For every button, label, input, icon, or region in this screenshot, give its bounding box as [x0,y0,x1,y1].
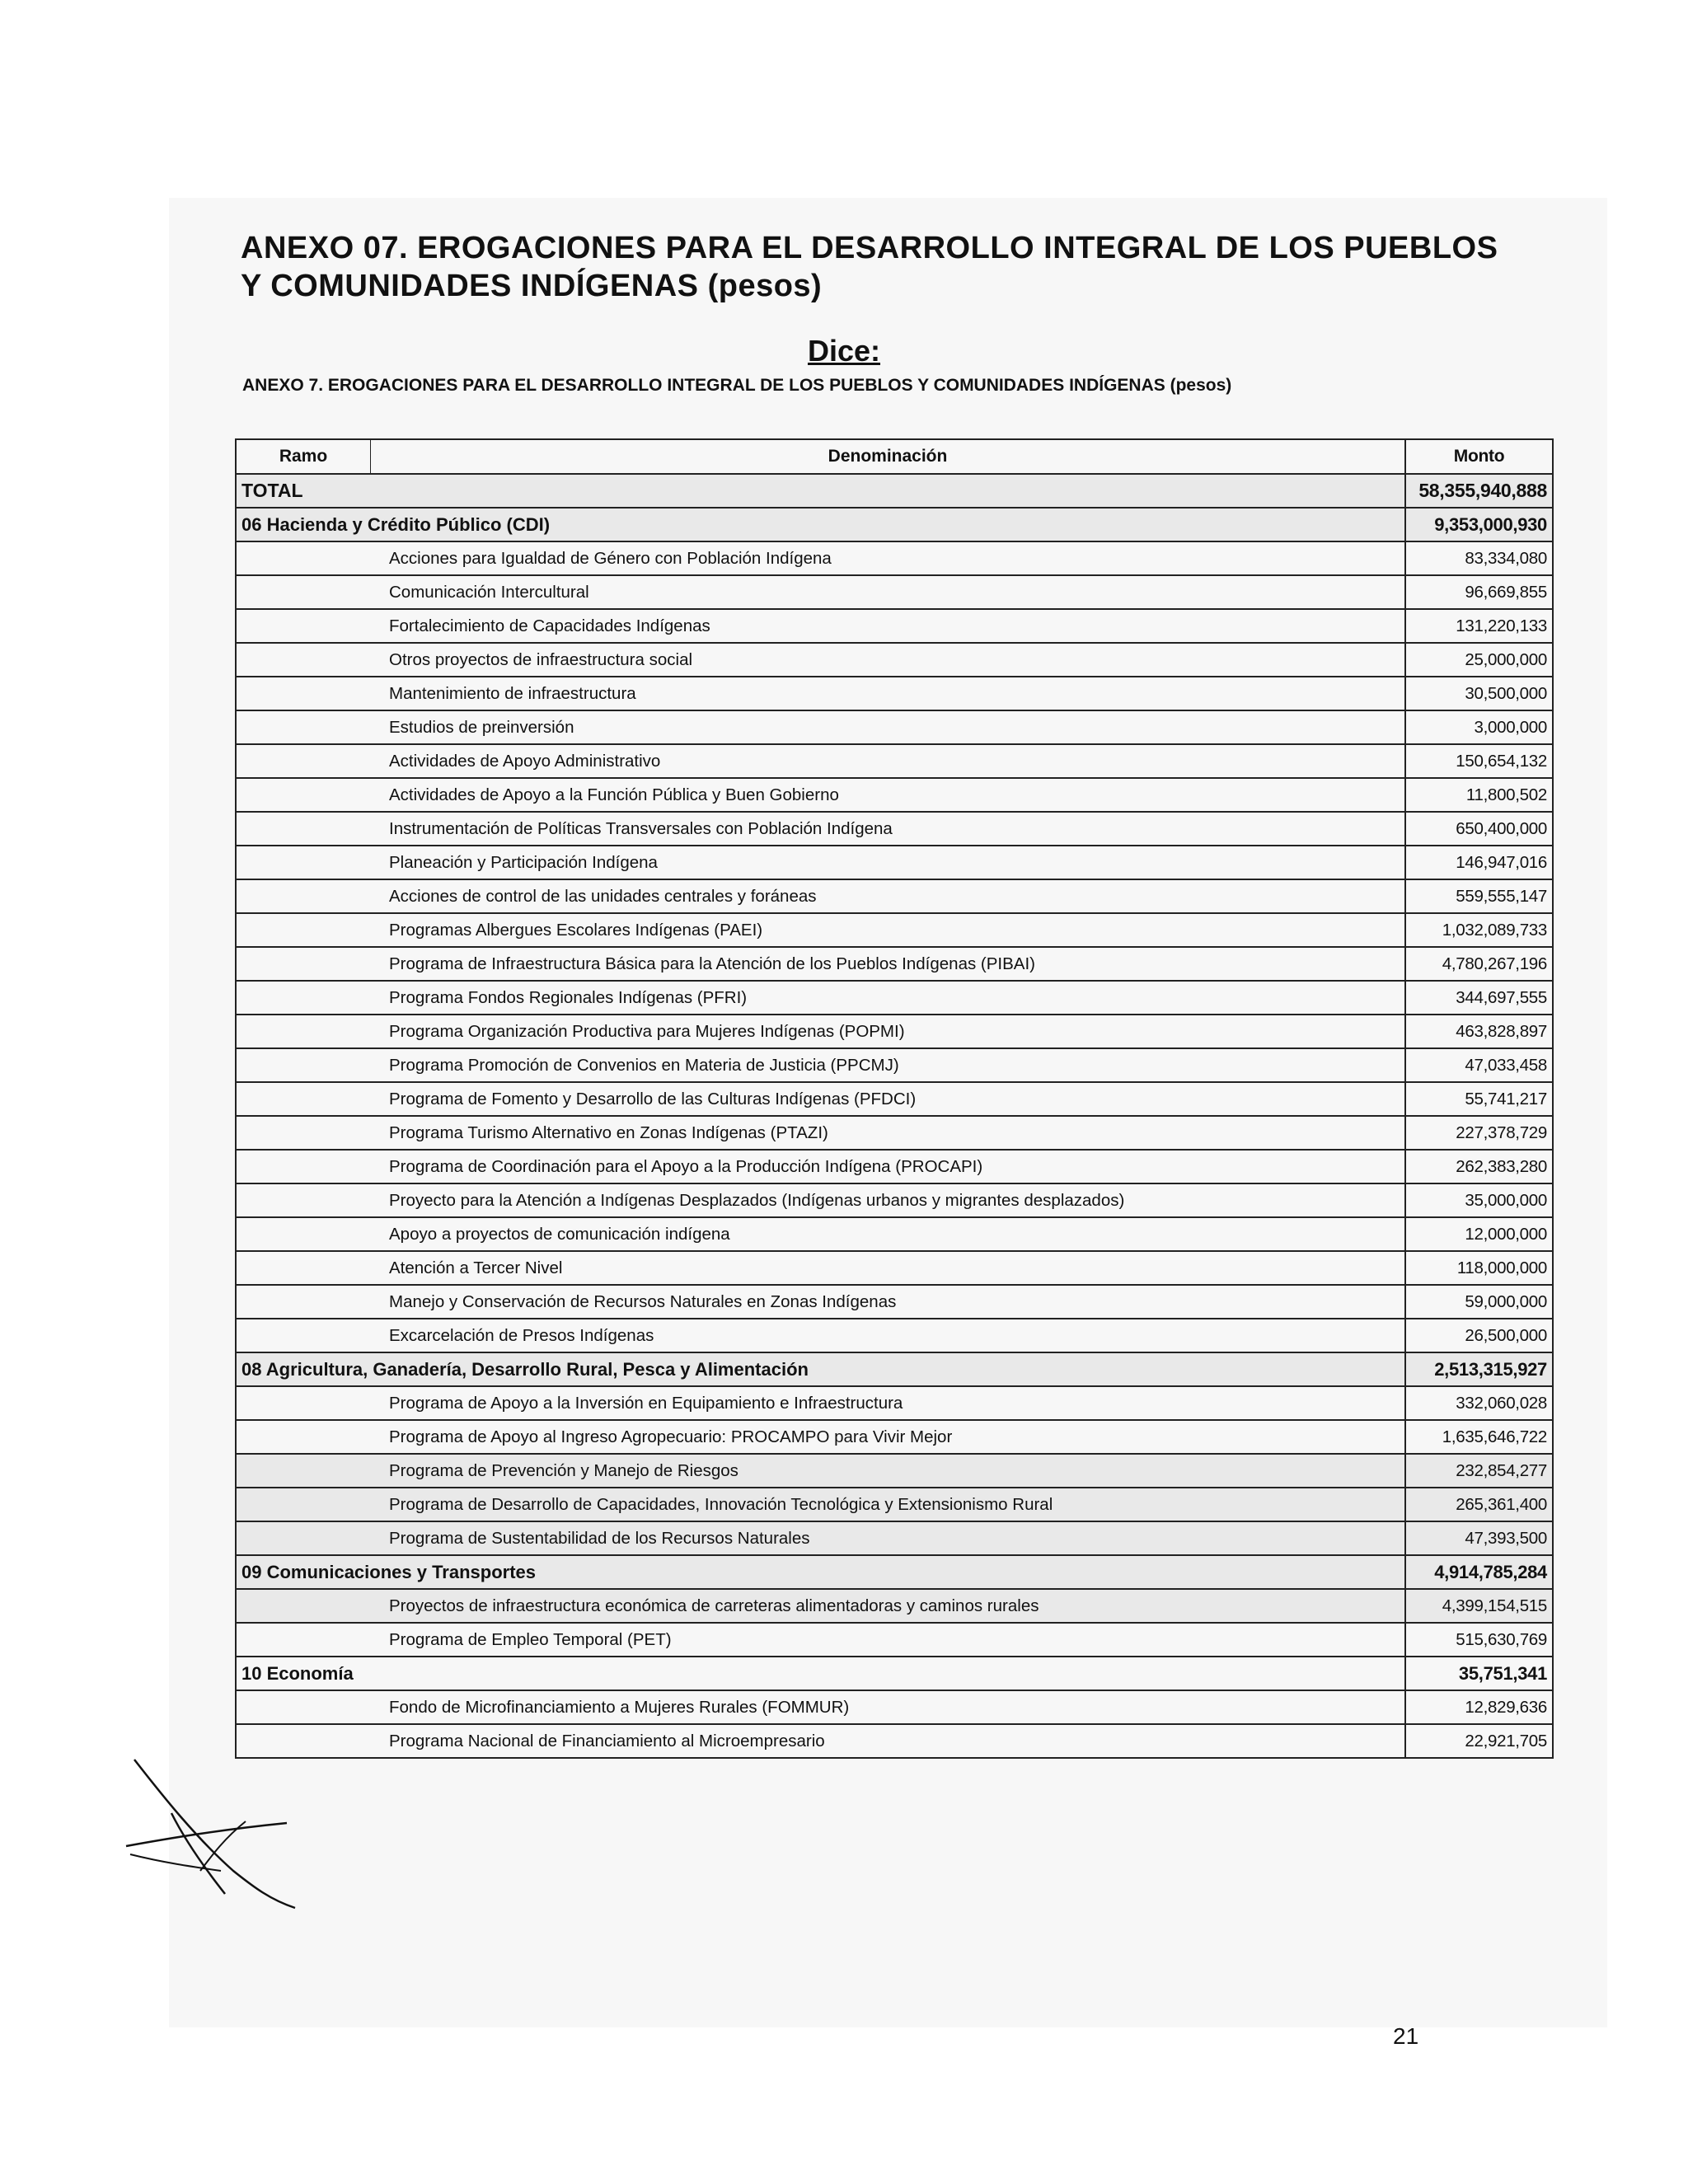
header-denominacion: Denominación [371,439,1406,474]
header-monto: Monto [1405,439,1553,474]
table-subheading: ANEXO 7. EROGACIONES PARA EL DESARROLLO INTEGRAL DE LOS PUEBLOS Y COMUNIDADES INDÍGENAS (pesos) [242,376,1232,395]
denominacion-cell: Programa Promoción de Convenios en Materia de Justicia (PPCMJ) [236,1048,1405,1082]
table-row [236,677,1553,710]
monto-cell: 12,000,000 [1405,1217,1553,1251]
denominacion-cell: Comunicación Intercultural [236,575,1405,609]
monto-cell: 22,921,705 [1405,1724,1553,1758]
table-row [236,1285,1553,1319]
table-row [236,778,1553,812]
monto-cell: 4,780,267,196 [1405,947,1553,981]
denominacion-cell: Fondo de Microfinanciamiento a Mujeres Rurales (FOMMUR) [236,1690,1405,1724]
monto-cell: 12,829,636 [1405,1690,1553,1724]
monto-cell: 131,220,133 [1405,609,1553,643]
denominacion-cell: Programa de Sustentabilidad de los Recursos Naturales [236,1521,1405,1555]
monto-cell: 150,654,132 [1405,744,1553,778]
annex-heading [241,229,1526,305]
monto-cell: 344,697,555 [1405,981,1553,1015]
monto-cell: 55,741,217 [1405,1082,1553,1116]
denominacion-cell: Atención a Tercer Nivel [236,1251,1405,1285]
table-row [236,609,1553,643]
table-row [236,710,1553,744]
table-row [236,1488,1553,1521]
denominacion-cell: Programa de Fomento y Desarrollo de las Culturas Indígenas (PFDCI) [236,1082,1405,1116]
ramo-label: 08 Agricultura, Ganadería, Desarrollo Rural, Pesca y Alimentación [236,1352,1405,1386]
monto-cell: 262,383,280 [1405,1150,1553,1183]
table-row [236,1183,1553,1217]
table-row [236,1690,1553,1724]
table-body [236,474,1553,1758]
table-row [236,1724,1553,1758]
table-row [236,879,1553,913]
monto-cell: 118,000,000 [1405,1251,1553,1285]
table-row [236,1521,1553,1555]
ramo-label: 06 Hacienda y Crédito Público (CDI) [236,508,1405,541]
denominacion-cell: Programa Organización Productiva para Mujeres Indígenas (POPMI) [236,1015,1405,1048]
monto-cell: 463,828,897 [1405,1015,1553,1048]
table-header-row [236,439,1553,474]
monto-cell: 650,400,000 [1405,812,1553,846]
denominacion-cell: Excarcelación de Presos Indígenas [236,1319,1405,1352]
table-row [236,1217,1553,1251]
annex-heading-line1: ANEXO 07. EROGACIONES PARA EL DESARROLLO INTEGRAL DE LOS PUEBLOS [241,231,1498,265]
monto-cell: 559,555,147 [1405,879,1553,913]
annex-heading-line2: Y COMUNIDADES INDÍGENAS (pesos) [241,269,823,303]
denominacion-cell: Programa Nacional de Financiamiento al Microempresario [236,1724,1405,1758]
table-row [236,812,1553,846]
monto-cell: 25,000,000 [1405,643,1553,677]
monto-cell: 515,630,769 [1405,1623,1553,1657]
ramo-monto: 35,751,341 [1405,1657,1553,1690]
table-row [236,846,1553,879]
table-row [236,947,1553,981]
ramo-monto: 4,914,785,284 [1405,1555,1553,1589]
table-row [236,1454,1553,1488]
ramo-monto: 2,513,315,927 [1405,1352,1553,1386]
table-row [236,1420,1553,1454]
monto-cell: 4,399,154,515 [1405,1589,1553,1623]
denominacion-cell: Programa de Prevención y Manejo de Riesgos [236,1454,1405,1488]
monto-cell: 47,393,500 [1405,1521,1553,1555]
denominacion-cell: Fortalecimiento de Capacidades Indígenas [236,609,1405,643]
table-row [236,1623,1553,1657]
denominacion-cell: Actividades de Apoyo a la Función Pública y Buen Gobierno [236,778,1405,812]
monto-cell: 59,000,000 [1405,1285,1553,1319]
total-label: TOTAL [236,474,1405,508]
denominacion-cell: Instrumentación de Políticas Transversales con Población Indígena [236,812,1405,846]
ramo-monto: 9,353,000,930 [1405,508,1553,541]
ramo-row [236,1555,1553,1589]
monto-cell: 146,947,016 [1405,846,1553,879]
monto-cell: 3,000,000 [1405,710,1553,744]
total-row [236,474,1553,508]
denominacion-cell: Otros proyectos de infraestructura social [236,643,1405,677]
denominacion-cell: Acciones de control de las unidades centrales y foráneas [236,879,1405,913]
monto-cell: 96,669,855 [1405,575,1553,609]
denominacion-cell: Estudios de preinversión [236,710,1405,744]
denominacion-cell: Proyectos de infraestructura económica de carreteras alimentadoras y caminos rurales [236,1589,1405,1623]
monto-cell: 30,500,000 [1405,677,1553,710]
page-number: 21 [1393,2023,1419,2049]
table-row [236,1319,1553,1352]
table-row [236,541,1553,575]
ramo-label: 10 Economía [236,1657,1405,1690]
monto-cell: 265,361,400 [1405,1488,1553,1521]
denominacion-cell: Actividades de Apoyo Administrativo [236,744,1405,778]
monto-cell: 232,854,277 [1405,1454,1553,1488]
table-row [236,744,1553,778]
table-row [236,1116,1553,1150]
monto-cell: 35,000,000 [1405,1183,1553,1217]
monto-cell: 83,334,080 [1405,541,1553,575]
header-ramo: Ramo [236,439,371,474]
ramo-row [236,1657,1553,1690]
denominacion-cell: Programa de Apoyo a la Inversión en Equipamiento e Infraestructura [236,1386,1405,1420]
denominacion-cell: Programa de Apoyo al Ingreso Agropecuario: PROCAMPO para Vivir Mejor [236,1420,1405,1454]
monto-cell: 26,500,000 [1405,1319,1553,1352]
table-row [236,981,1553,1015]
table-row [236,575,1553,609]
annex-table [235,438,1554,1759]
denominacion-cell: Planeación y Participación Indígena [236,846,1405,879]
denominacion-cell: Programas Albergues Escolares Indígenas (PAEI) [236,913,1405,947]
signature-mark [122,1747,312,1912]
table-row [236,1015,1553,1048]
denominacion-cell: Programa de Desarrollo de Capacidades, Innovación Tecnológica y Extensionismo Rural [236,1488,1405,1521]
table-row [236,1082,1553,1116]
monto-cell: 227,378,729 [1405,1116,1553,1150]
denominacion-cell: Programa de Empleo Temporal (PET) [236,1623,1405,1657]
denominacion-cell: Proyecto para la Atención a Indígenas Desplazados (Indígenas urbanos y migrantes desplazados) [236,1183,1405,1217]
monto-cell: 11,800,502 [1405,778,1553,812]
total-monto: 58,355,940,888 [1405,474,1553,508]
denominacion-cell: Programa Fondos Regionales Indígenas (PFRI) [236,981,1405,1015]
ramo-row [236,508,1553,541]
table-row [236,1048,1553,1082]
denominacion-cell: Acciones para Igualdad de Género con Población Indígena [236,541,1405,575]
ramo-label: 09 Comunicaciones y Transportes [236,1555,1405,1589]
denominacion-cell: Apoyo a proyectos de comunicación indígena [236,1217,1405,1251]
denominacion-cell: Programa Turismo Alternativo en Zonas Indígenas (PTAZI) [236,1116,1405,1150]
table-row [236,1251,1553,1285]
table-row [236,1386,1553,1420]
denominacion-cell: Programa de Infraestructura Básica para la Atención de los Pueblos Indígenas (PIBAI) [236,947,1405,981]
denominacion-cell: Manejo y Conservación de Recursos Naturales en Zonas Indígenas [236,1285,1405,1319]
table-row [236,1589,1553,1623]
monto-cell: 47,033,458 [1405,1048,1553,1082]
monto-cell: 1,635,646,722 [1405,1420,1553,1454]
table-row [236,643,1553,677]
ramo-row [236,1352,1553,1386]
dice-label: Dice: [807,334,881,368]
table-row [236,1150,1553,1183]
denominacion-cell: Programa de Coordinación para el Apoyo a la Producción Indígena (PROCAPI) [236,1150,1405,1183]
monto-cell: 1,032,089,733 [1405,913,1553,947]
table-row [236,913,1553,947]
monto-cell: 332,060,028 [1405,1386,1553,1420]
denominacion-cell: Mantenimiento de infraestructura [236,677,1405,710]
